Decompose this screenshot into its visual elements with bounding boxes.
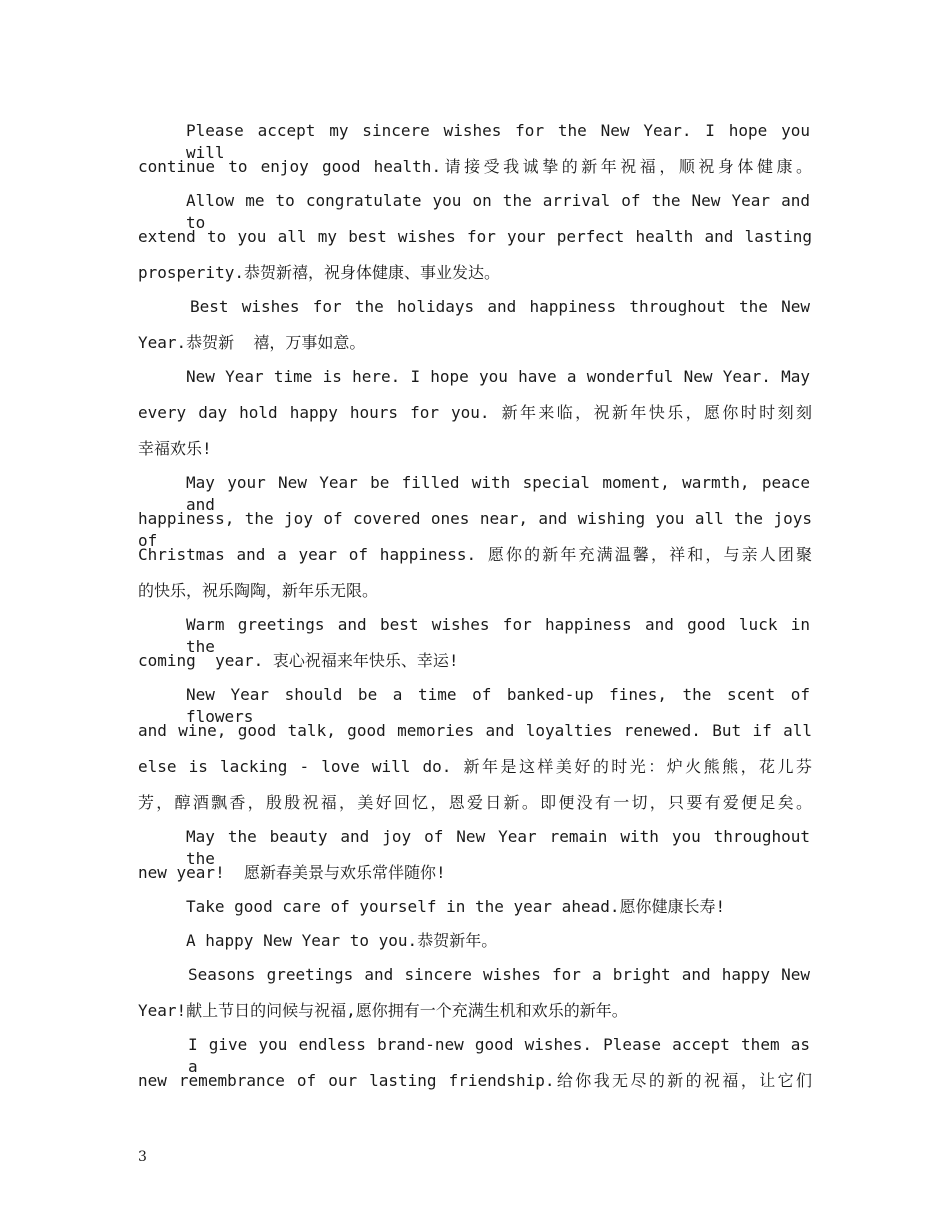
text-line: May the beauty and joy of New Year remain with you throughout the bbox=[186, 827, 810, 868]
text-line: Christmas and a year of happiness. 愿你的新年充满温馨，祥和，与亲人团聚 bbox=[138, 545, 812, 564]
text-line: and wine, good talk, good memories and loyalties renewed. But if all bbox=[138, 721, 812, 740]
page-number: 3 bbox=[138, 1149, 147, 1165]
text-line: Allow me to congratulate you on the arrival of the New Year and to bbox=[186, 191, 810, 232]
text-line: coming year. 衷心祝福来年快乐、幸运! bbox=[138, 651, 459, 670]
text-line: Seasons greetings and sincere wishes for a bright and happy New bbox=[188, 965, 810, 984]
text-line: 芳，醇酒飘香，殷殷祝福，美好回忆，恩爱日新。即便没有一切，只要有爱便足矣。 bbox=[138, 793, 812, 812]
text-line: A happy New Year to you.恭贺新年。 bbox=[186, 931, 498, 950]
text-line: 的快乐，祝乐陶陶，新年乐无限。 bbox=[138, 581, 379, 600]
text-line: new remembrance of our lasting friendship.给你我无尽的新的祝福，让它们 bbox=[138, 1071, 812, 1090]
text-line: happiness, the joy of covered ones near, and wishing you all the joys of bbox=[138, 509, 812, 550]
text-line: I give you endless brand-new good wishes. Please accept them as a bbox=[188, 1035, 810, 1076]
text-line: prosperity.恭贺新禧，祝身体健康、事业发达。 bbox=[138, 263, 500, 282]
text-line: Warm greetings and best wishes for happiness and good luck in the bbox=[186, 615, 810, 656]
text-line: Best wishes for the holidays and happiness throughout the New bbox=[190, 297, 810, 316]
text-line: every day hold happy hours for you. 新年来临，祝新年快乐，愿你时时刻刻 bbox=[138, 403, 812, 422]
text-line: continue to enjoy good health.请接受我诚挚的新年祝福，顺祝身体健康。 bbox=[138, 157, 812, 176]
text-line: Please accept my sincere wishes for the New Year. I hope you will bbox=[186, 121, 810, 162]
text-line: Year!献上节日的问候与祝福,愿你拥有一个充满生机和欢乐的新年。 bbox=[138, 1001, 628, 1020]
text-line: New Year should be a time of banked-up fines, the scent of flowers bbox=[186, 685, 810, 726]
text-line: new year! 愿新春美景与欢乐常伴随你! bbox=[138, 863, 446, 882]
text-line: else is lacking - love will do. 新年是这样美好的时光：炉火熊熊，花儿芬 bbox=[138, 757, 812, 776]
text-line: Year.恭贺新 禧，万事如意。 bbox=[138, 333, 366, 352]
text-line: May your New Year be filled with special moment, warmth, peace and bbox=[186, 473, 810, 514]
text-line: Take good care of yourself in the year ahead.愿你健康长寿! bbox=[186, 897, 726, 916]
text-line: 幸福欢乐! bbox=[138, 439, 212, 458]
text-line: New Year time is here. I hope you have a wonderful New Year. May bbox=[186, 367, 810, 386]
text-line: extend to you all my best wishes for your perfect health and lasting bbox=[138, 227, 812, 246]
